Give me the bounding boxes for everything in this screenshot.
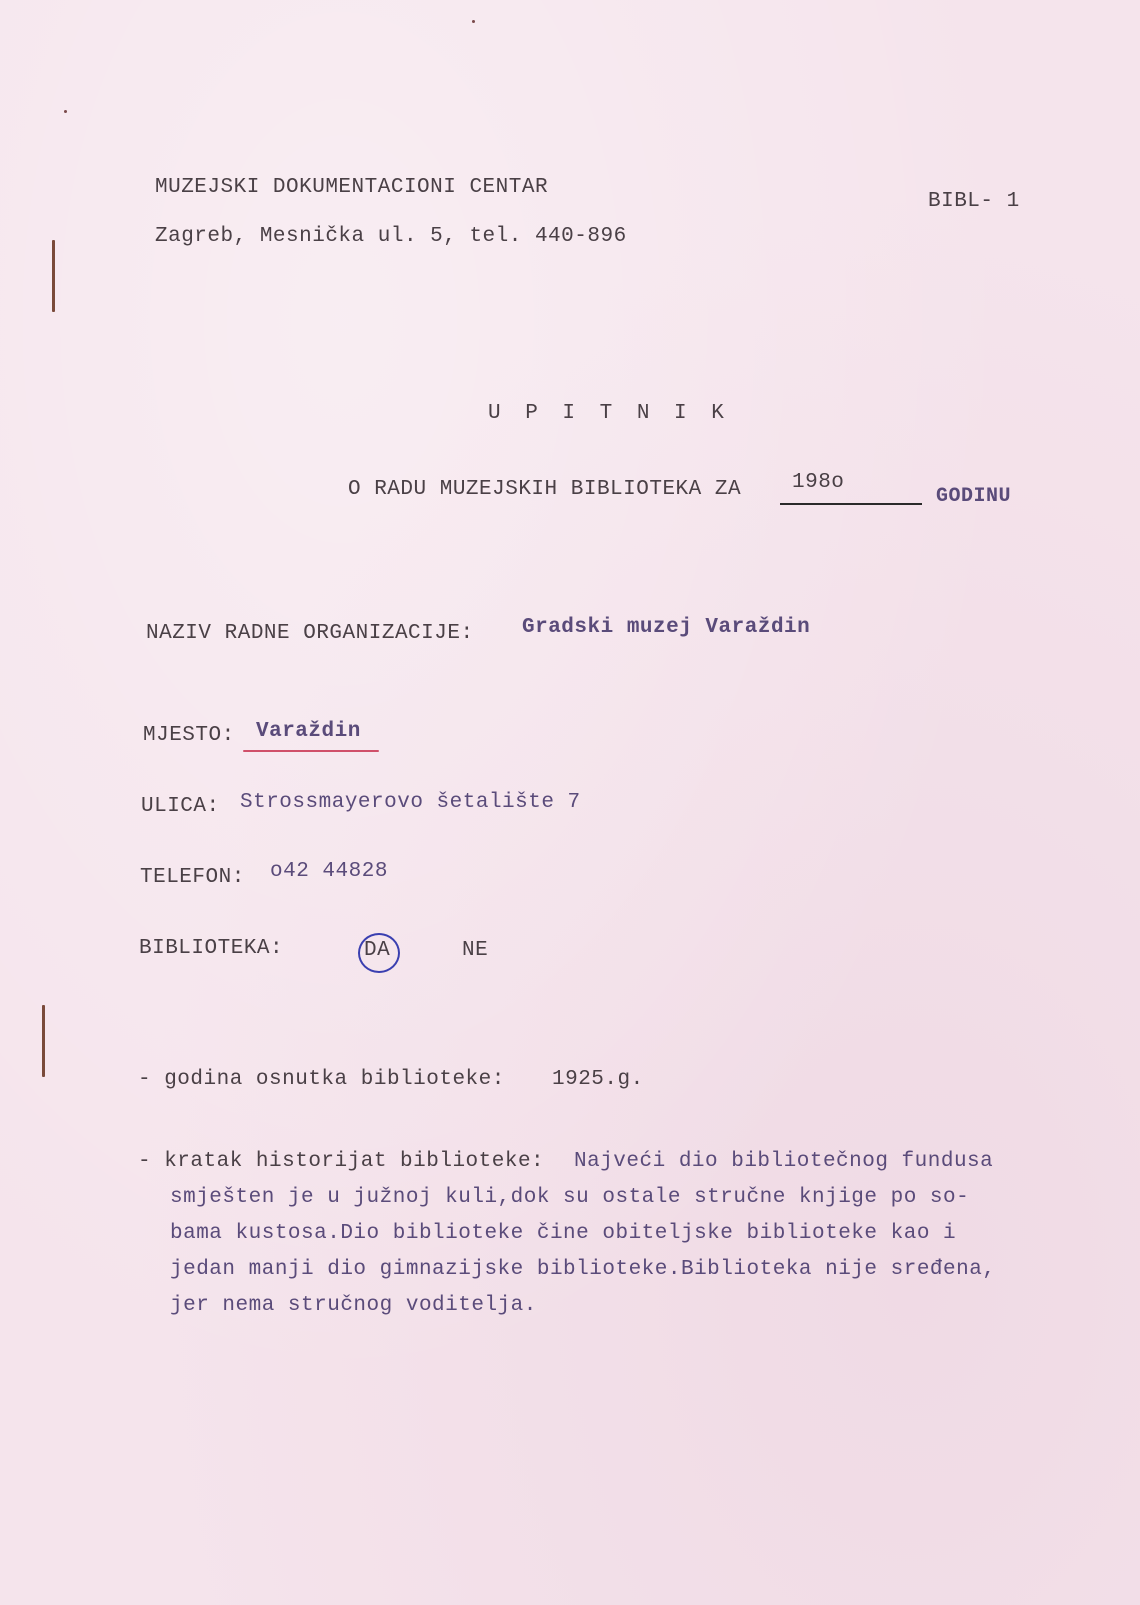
- ink-spot: [64, 110, 67, 113]
- report-year: 198o: [792, 471, 845, 494]
- place-value: Varaždin: [256, 720, 361, 743]
- history-line: Najveći dio bibliotečnog fundusa: [574, 1150, 994, 1173]
- street-label: ULICA:: [141, 795, 220, 818]
- history-line: jedan manji dio gimnazijske biblioteke.Biblioteka nije sređena,: [170, 1258, 996, 1281]
- library-no-option: NE: [462, 939, 489, 962]
- history-label: - kratak historijat biblioteke:: [138, 1150, 545, 1173]
- history-line: bama kustosa.Dio biblioteke čine obiteljske biblioteke kao i: [170, 1222, 957, 1245]
- phone-label: TELEFON:: [140, 866, 245, 889]
- history-line: jer nema stručnog voditelja.: [170, 1294, 537, 1317]
- header-org-name: MUZEJSKI DOKUMENTACIONI CENTAR: [155, 176, 549, 199]
- year-underline: [780, 503, 922, 505]
- ink-spot: [472, 20, 475, 23]
- staple-bottom: [42, 1005, 45, 1077]
- staple-top: [52, 240, 55, 312]
- form-subtitle-prefix: O RADU MUZEJSKIH BIBLIOTEKA ZA: [348, 478, 742, 501]
- founding-label: - godina osnutka biblioteke:: [138, 1068, 505, 1091]
- form-code: BIBL- 1: [928, 190, 1020, 213]
- street-value: Strossmayerovo šetalište 7: [240, 791, 581, 814]
- founding-value: 1925.g.: [552, 1068, 644, 1091]
- history-line: smješten je u južnoj kuli,dok su ostale stručne knjige po so-: [170, 1186, 970, 1209]
- library-label: BIBLIOTEKA:: [139, 937, 284, 960]
- org-label: NAZIV RADNE ORGANIZACIJE:: [146, 622, 474, 645]
- form-subtitle-suffix: GODINU: [936, 485, 1012, 508]
- library-yes-option: DA: [364, 939, 391, 962]
- org-value: Gradski muzej Varaždin: [522, 616, 811, 639]
- place-label: MJESTO:: [143, 724, 235, 747]
- phone-value: o42 44828: [270, 860, 388, 883]
- place-underline: [243, 750, 379, 752]
- header-address: Zagreb, Mesnička ul. 5, tel. 440-896: [155, 225, 627, 248]
- form-title: U P I T N I K: [488, 402, 730, 425]
- library-yes-circle: [358, 933, 400, 973]
